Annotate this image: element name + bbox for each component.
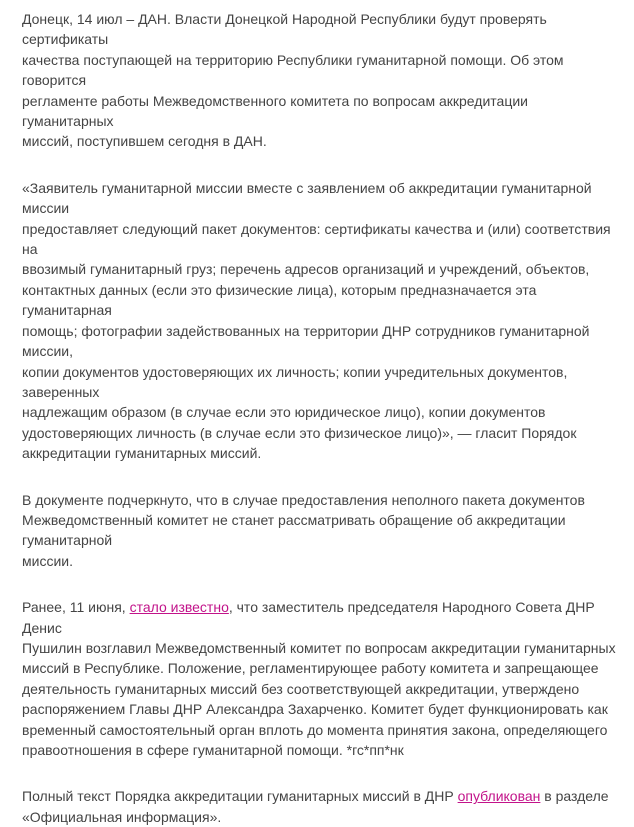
link-became-known[interactable]: стало известно — [129, 599, 229, 616]
paragraph-background-text-start: Ранее, 11 июня, — [22, 599, 130, 616]
link-published[interactable]: опубликован — [457, 788, 541, 805]
paragraph-closing-text-end: в разделе «Официальная информация». — [22, 788, 609, 825]
paragraph-emphasis: В документе подчеркнуто, что в случае предоставления неполного пакета документов Межведомственный комитет не станет рассматривать обращение об аккредитации гуманитарной миссии. — [22, 491, 585, 569]
paragraph-background-text-end: , что заместитель председателя Народного Совета ДНР Денис Пушилин возглавил Межведомственный комитет по вопросам аккредитации гуманитарных миссий в Республике. Положение, регламентирующее работу комитета и запрещающее деятельность гуманитарных миссий без соответствующей аккредитации, утверждено распоряжением Главы ДНР Александра Захарченко. Комитет будет функционировать как временный самостоятельный орган вплоть до момента принятия закона, определяющего правоотношения в сфере гуманитарной помощи. *гс*пп*нк — [22, 599, 616, 758]
paragraph-closing-text-start: Полный текст Порядка аккредитации гуманитарных миссий в ДНР — [22, 788, 458, 805]
paragraph-closing — [22, 786, 622, 827]
paragraph-background — [22, 597, 622, 760]
paragraph-quote: «Заявитель гуманитарной миссии вместе с заявлением об аккредитации гуманитарной миссии предоставляет следующий пакет документов: сертификаты качества и (или) соответствия на ввозимый гуманитарный груз; перечень адресов организаций и учреждений, объектов, контактных данных (если это физические лица), которым предназначается эта гуманитарная помощь; фотографии задействованных на территории ДНР сотрудников гуманитарной миссии, копии документов удостоверяющих их личность; копии учредительных документов, заверенных надлежащим образом (в случае если это юридическое лицо), копии документов удостоверяющих личность (в случае если это физическое лицо)», — гласит Порядок аккредитации гуманитарных миссий. — [22, 179, 611, 462]
paragraph-lead: Донецк, 14 июл – ДАН. Власти Донецкой Народной Республики будут проверять сертификаты качества поступающей на территорию Республики гуманитарной помощи. Об этом говорится регламенте работы Межведомственного комитета по вопросам аккредитации гуманитарных миссий, поступившем сегодня в ДАН. — [22, 11, 564, 150]
article-body — [22, 9, 622, 827]
